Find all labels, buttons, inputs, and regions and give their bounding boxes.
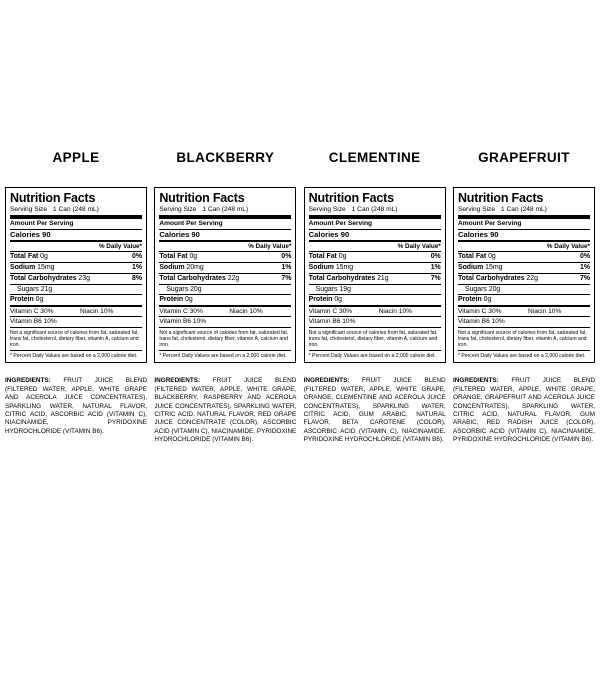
- not-significant-footnote: Not a significant source of calories from fat, saturated fat, trans fat, cholesterol, dietary fiber, vitamin A, calcium and iron.: [10, 329, 139, 349]
- vitamin-row-1: [458, 308, 590, 315]
- nutrient-daily-value: 0%: [132, 253, 142, 261]
- nutrient-label: Total Fat 0g: [10, 253, 48, 261]
- nutrient-label: Protein 0g: [457, 296, 492, 304]
- amount-per-serving-label: Amount Per Serving: [10, 220, 74, 228]
- divider-med: [10, 305, 142, 307]
- calories-row: [309, 231, 441, 240]
- calories-label: Calories: [308, 229, 339, 239]
- vitamin-b6-value: Vitamin B6 10%: [159, 318, 207, 326]
- divider-thin: [309, 294, 441, 295]
- ingredients-text: FRUIT JUICE BLEND (FILTERED WATER, APPLE, WHITE GRAPE, ORANGE, CLEMENTINE AND ACEROLA JUICE CONCENTRATES), SPARKLING WATER, CITRIC ACID, GUM ARABIC, NATURAL FLAVOR, BETA CAROTENE (COLOR), ASCORBIC ACID (VITAMIN C), NIACINAMIDE, PYRIDOXINE HYDROCHLORIDE (VITAMIN B6).: [303, 377, 446, 444]
- calories-value: 90: [42, 229, 51, 239]
- nutrient-daily-value: 0%: [281, 253, 292, 261]
- nutrient-daily-value: 1%: [430, 264, 441, 272]
- nutrient-daily-value: 7%: [281, 274, 292, 282]
- nutrient-daily-value: 1%: [281, 264, 292, 272]
- nutrient-row: [309, 296, 441, 304]
- divider-thin: [458, 327, 590, 328]
- nutrient-label: Protein 0g: [10, 296, 44, 304]
- nutrient-label: Total Fat 0g: [308, 253, 347, 261]
- calories-value: 90: [191, 229, 200, 239]
- nutrient-label: Total Carbohydrates 22g: [457, 274, 538, 282]
- daily-value-footnote: * Percent Daily Values are based on a 2,000 calorie diet.: [457, 352, 586, 359]
- serving-size-label: Serving Size: [159, 206, 197, 213]
- divider-thin: [10, 350, 142, 351]
- calories-row: [458, 231, 590, 240]
- nutrition-facts-panel: [453, 187, 595, 363]
- divider-thin: [159, 350, 291, 351]
- ingredients-block: [5, 377, 147, 436]
- nutrient-row: [10, 275, 142, 283]
- divider-thin: [309, 262, 441, 263]
- nutrient-daily-value: 0%: [580, 253, 590, 261]
- not-significant-footnote: Not a significant source of calories from fat, saturated fat, trans fat, cholesterol, dietary fiber, vitamin A, calcium and iron.: [457, 329, 587, 349]
- divider-thin: [10, 273, 142, 274]
- vitamin-c-value: Vitamin C 30%: [159, 307, 203, 315]
- divider-thin: [458, 316, 590, 317]
- amount-per-serving-label: Amount Per Serving: [457, 220, 522, 228]
- serving-size-value: 1 Can (248 mL): [501, 206, 547, 213]
- divider-thick: [458, 215, 590, 219]
- divider-med: [159, 305, 291, 307]
- nutrient-row: [309, 286, 441, 294]
- daily-value-header: % Daily Value*: [248, 243, 292, 251]
- flavor-column-blackberry: [154, 150, 296, 445]
- nutrient-label: Sodium 15mg: [308, 264, 354, 272]
- nutrient-row: [458, 275, 590, 283]
- vitamin-row-1: [309, 308, 441, 315]
- nutrient-label: Total Carbohydrates 21g: [308, 274, 389, 282]
- ingredients-label: INGREDIENTS:: [303, 377, 350, 385]
- nutrition-facts-title: Nutrition Facts: [457, 191, 544, 205]
- divider-thin: [159, 284, 291, 285]
- serving-size-line: [10, 206, 142, 213]
- nutrient-label: Sodium 15mg: [10, 264, 55, 272]
- serving-size-label: Serving Size: [308, 206, 346, 213]
- nutrient-row: [458, 253, 590, 261]
- nutrient-row: [159, 253, 291, 261]
- nutrient-row: [10, 264, 142, 272]
- divider-med: [458, 305, 590, 307]
- niacin-value: Niacin 10%: [229, 307, 263, 315]
- nutrient-label: Sugars 21g: [17, 285, 53, 293]
- calories-label: Calories: [159, 229, 190, 239]
- divider-thin: [159, 294, 291, 295]
- nutrient-row: [309, 275, 441, 283]
- divider-thin: [458, 294, 590, 295]
- divider-thin: [159, 262, 291, 263]
- nutrient-label: Sodium 20mg: [159, 264, 204, 272]
- divider-thin: [309, 251, 441, 252]
- flavor-title: GRAPEFRUIT: [478, 150, 570, 165]
- serving-size-line: [309, 206, 441, 213]
- calories-label: Calories: [457, 229, 488, 239]
- divider-thin: [309, 350, 441, 351]
- serving-size-label: Serving Size: [10, 206, 48, 213]
- vitamin-b6-value: Vitamin B6 10%: [10, 318, 57, 326]
- nutrient-label: Total Carbohydrates 22g: [159, 274, 240, 282]
- nutrient-label: Total Fat 0g: [159, 253, 198, 261]
- daily-value-footnote: * Percent Daily Values are based on a 2,000 calorie diet.: [159, 352, 287, 359]
- flavor-title: BLACKBERRY: [176, 150, 275, 165]
- nutrient-row: [159, 264, 291, 272]
- vitamin-b6-value: Vitamin B6 10%: [457, 318, 505, 326]
- calories-row: [159, 231, 291, 240]
- ingredients-block: [154, 377, 296, 445]
- calories-value: 90: [490, 229, 499, 239]
- nutrient-label: Protein 0g: [308, 296, 342, 304]
- daily-value-header: % Daily Value*: [397, 243, 441, 251]
- divider-thin: [309, 273, 441, 274]
- serving-size-value: 1 Can (248 mL): [53, 206, 99, 213]
- ingredients-text: FRUIT JUICE BLEND (FILTERED WATER, APPLE, WHITE GRAPE AND ACEROLA JUICE CONCENTRATES), SPARKLING WATER, NATURAL FLAVOR, CITRIC ACID, ASCORBIC ACID (VITAMIN C), NIACINAMIDE, PYRIDOXINE HYDROCHLORIDE (VITAMIN B6).: [5, 377, 147, 435]
- flavor-columns: [5, 150, 595, 445]
- nutrient-label: Total Carbohydrates 23g: [10, 274, 90, 282]
- nutrient-daily-value: 8%: [132, 274, 142, 282]
- ingredients-label: INGREDIENTS:: [5, 377, 51, 385]
- vitamin-b6-value: Vitamin B6 10%: [308, 318, 356, 326]
- divider-med: [10, 240, 142, 242]
- ingredients-text: FRUIT JUICE BLEND (FILTERED WATER, APPLE, WHITE GRAPE, ORANGE, GRAPEFRUIT AND ACEROLA JUICE CONCENTRATES), SPARKLING WATER, CITRIC ACID, NATURAL FLAVOR, GUM ARABIC, RED RADISH JUICE (COLOR), ASCORBIC ACID (VITAMIN C), NIACINAMIDE, PYRIDOXINE HYDROCHLORIDE (VITAMIN B6).: [452, 377, 595, 444]
- amount-per-serving-label: Amount Per Serving: [308, 220, 373, 228]
- nutrient-row: [10, 296, 142, 304]
- nutrient-row: [458, 296, 590, 304]
- nutrient-label: Sodium 15mg: [457, 264, 503, 272]
- divider-thin: [159, 316, 291, 317]
- nutrient-rows: [458, 253, 590, 304]
- divider-thick: [309, 215, 441, 219]
- ingredients-block: [304, 377, 446, 445]
- nutrient-daily-value: 1%: [132, 264, 142, 272]
- serving-size-line: [458, 206, 590, 213]
- ingredients-text: FRUIT JUICE BLEND (FILTERED WATER, APPLE, WHITE GRAPE, BLACKBERRY, RASPBERRY AND ACEROLA JUICE CONCENTRATES), SPARKLING WATER, CITRIC ACID, NATURAL FLAVOR, RED GRAPE JUICE CONCENTRATE (COLOR), ASCORBIC ACID (VITAMIN C), NIACINAMIDE, PYRIDOXINE HYDROCHLORIDE (VITAMIN B6).: [154, 377, 297, 444]
- nutrient-label: Sugars 19g: [315, 285, 351, 293]
- nutrient-row: [458, 286, 590, 294]
- divider-thin: [10, 294, 142, 295]
- daily-value-header: % Daily Value*: [98, 243, 142, 251]
- divider-thin: [10, 316, 142, 317]
- serving-size-line: [159, 206, 291, 213]
- serving-size-value: 1 Can (248 mL): [202, 206, 249, 213]
- divider-thin: [159, 273, 291, 274]
- divider-thin: [309, 284, 441, 285]
- flavor-column-apple: [5, 150, 147, 436]
- niacin-value: Niacin 10%: [378, 307, 413, 315]
- daily-value-header: % Daily Value*: [546, 243, 590, 251]
- flavor-title: APPLE: [52, 150, 100, 165]
- divider-thin: [458, 262, 590, 263]
- divider-thin: [309, 327, 441, 328]
- ingredients-label: INGREDIENTS:: [154, 377, 201, 385]
- not-significant-footnote: Not a significant source of calories from fat, saturated fat, trans fat, cholesterol, dietary fiber, vitamin A, calcium and iron.: [308, 329, 438, 349]
- calories-row: [10, 231, 142, 240]
- nutrient-label: Sugars 20g: [166, 285, 202, 293]
- daily-value-footnote: * Percent Daily Values are based on a 2,000 calorie diet.: [308, 352, 436, 359]
- vitamin-c-value: Vitamin C 30%: [457, 307, 502, 315]
- nutrient-rows: [10, 253, 142, 304]
- amount-per-serving-label: Amount Per Serving: [159, 220, 223, 228]
- divider-med: [159, 240, 291, 242]
- nutrition-facts-title: Nutrition Facts: [308, 191, 394, 205]
- serving-size-value: 1 Can (248 mL): [351, 206, 398, 213]
- divider-thin: [458, 284, 590, 285]
- nutrition-facts-panel: [5, 187, 147, 363]
- divider-thin: [458, 273, 590, 274]
- divider-thin: [309, 316, 441, 317]
- nutrition-facts-title: Nutrition Facts: [159, 191, 245, 205]
- nutrient-daily-value: 7%: [580, 274, 590, 282]
- vitamin-c-value: Vitamin C 30%: [308, 307, 353, 315]
- vitamin-row-1: [159, 308, 291, 315]
- flavor-column-grapefruit: [453, 150, 595, 445]
- vitamin-row-1: [10, 308, 142, 315]
- divider-thick: [10, 215, 142, 219]
- niacin-value: Niacin 10%: [527, 307, 562, 315]
- divider-thin: [10, 284, 142, 285]
- divider-thin: [159, 251, 291, 252]
- calories-value: 90: [340, 229, 350, 239]
- divider-thin: [159, 327, 291, 328]
- nutrient-rows: [159, 253, 291, 304]
- divider-thin: [10, 327, 142, 328]
- flavor-column-clementine: [304, 150, 446, 445]
- ingredients-label: INGREDIENTS:: [452, 377, 499, 385]
- divider-thin: [10, 262, 142, 263]
- divider-thin: [458, 350, 590, 351]
- nutrient-row: [159, 296, 291, 304]
- nutrient-row: [159, 286, 291, 294]
- divider-med: [309, 305, 441, 307]
- divider-thin: [10, 251, 142, 252]
- divider-med: [458, 240, 590, 242]
- divider-thin: [458, 251, 590, 252]
- nutrient-daily-value: 7%: [430, 274, 441, 282]
- divider-thick: [159, 215, 291, 219]
- nutrient-label: Total Fat 0g: [457, 253, 496, 261]
- nutrient-row: [159, 275, 291, 283]
- calories-label: Calories: [10, 229, 40, 239]
- nutrient-row: [10, 286, 142, 294]
- nutrition-facts-panel: [154, 187, 296, 363]
- niacin-value: Niacin 10%: [80, 307, 114, 315]
- nutrient-rows: [309, 253, 441, 304]
- nutrient-label: Protein 0g: [159, 296, 193, 304]
- nutrition-facts-panel: [304, 187, 446, 363]
- flavor-title: CLEMENTINE: [328, 150, 421, 165]
- nutrient-row: [10, 253, 142, 261]
- ingredients-block: [453, 377, 595, 445]
- daily-value-footnote: * Percent Daily Values are based on a 2,000 calorie diet.: [10, 352, 138, 359]
- vitamin-c-value: Vitamin C 30%: [10, 307, 54, 315]
- nutrient-label: Sugars 20g: [464, 285, 501, 293]
- nutrient-row: [309, 253, 441, 261]
- nutrient-daily-value: 1%: [580, 264, 590, 272]
- nutrient-daily-value: 0%: [430, 253, 441, 261]
- serving-size-label: Serving Size: [457, 206, 496, 213]
- nutrient-row: [309, 264, 441, 272]
- not-significant-footnote: Not a significant source of calories from fat, saturated fat, trans fat, cholesterol, dietary fiber, vitamin A, calcium and iron.: [159, 329, 289, 349]
- nutrient-row: [458, 264, 590, 272]
- nutrition-facts-title: Nutrition Facts: [10, 191, 96, 205]
- divider-med: [309, 240, 441, 242]
